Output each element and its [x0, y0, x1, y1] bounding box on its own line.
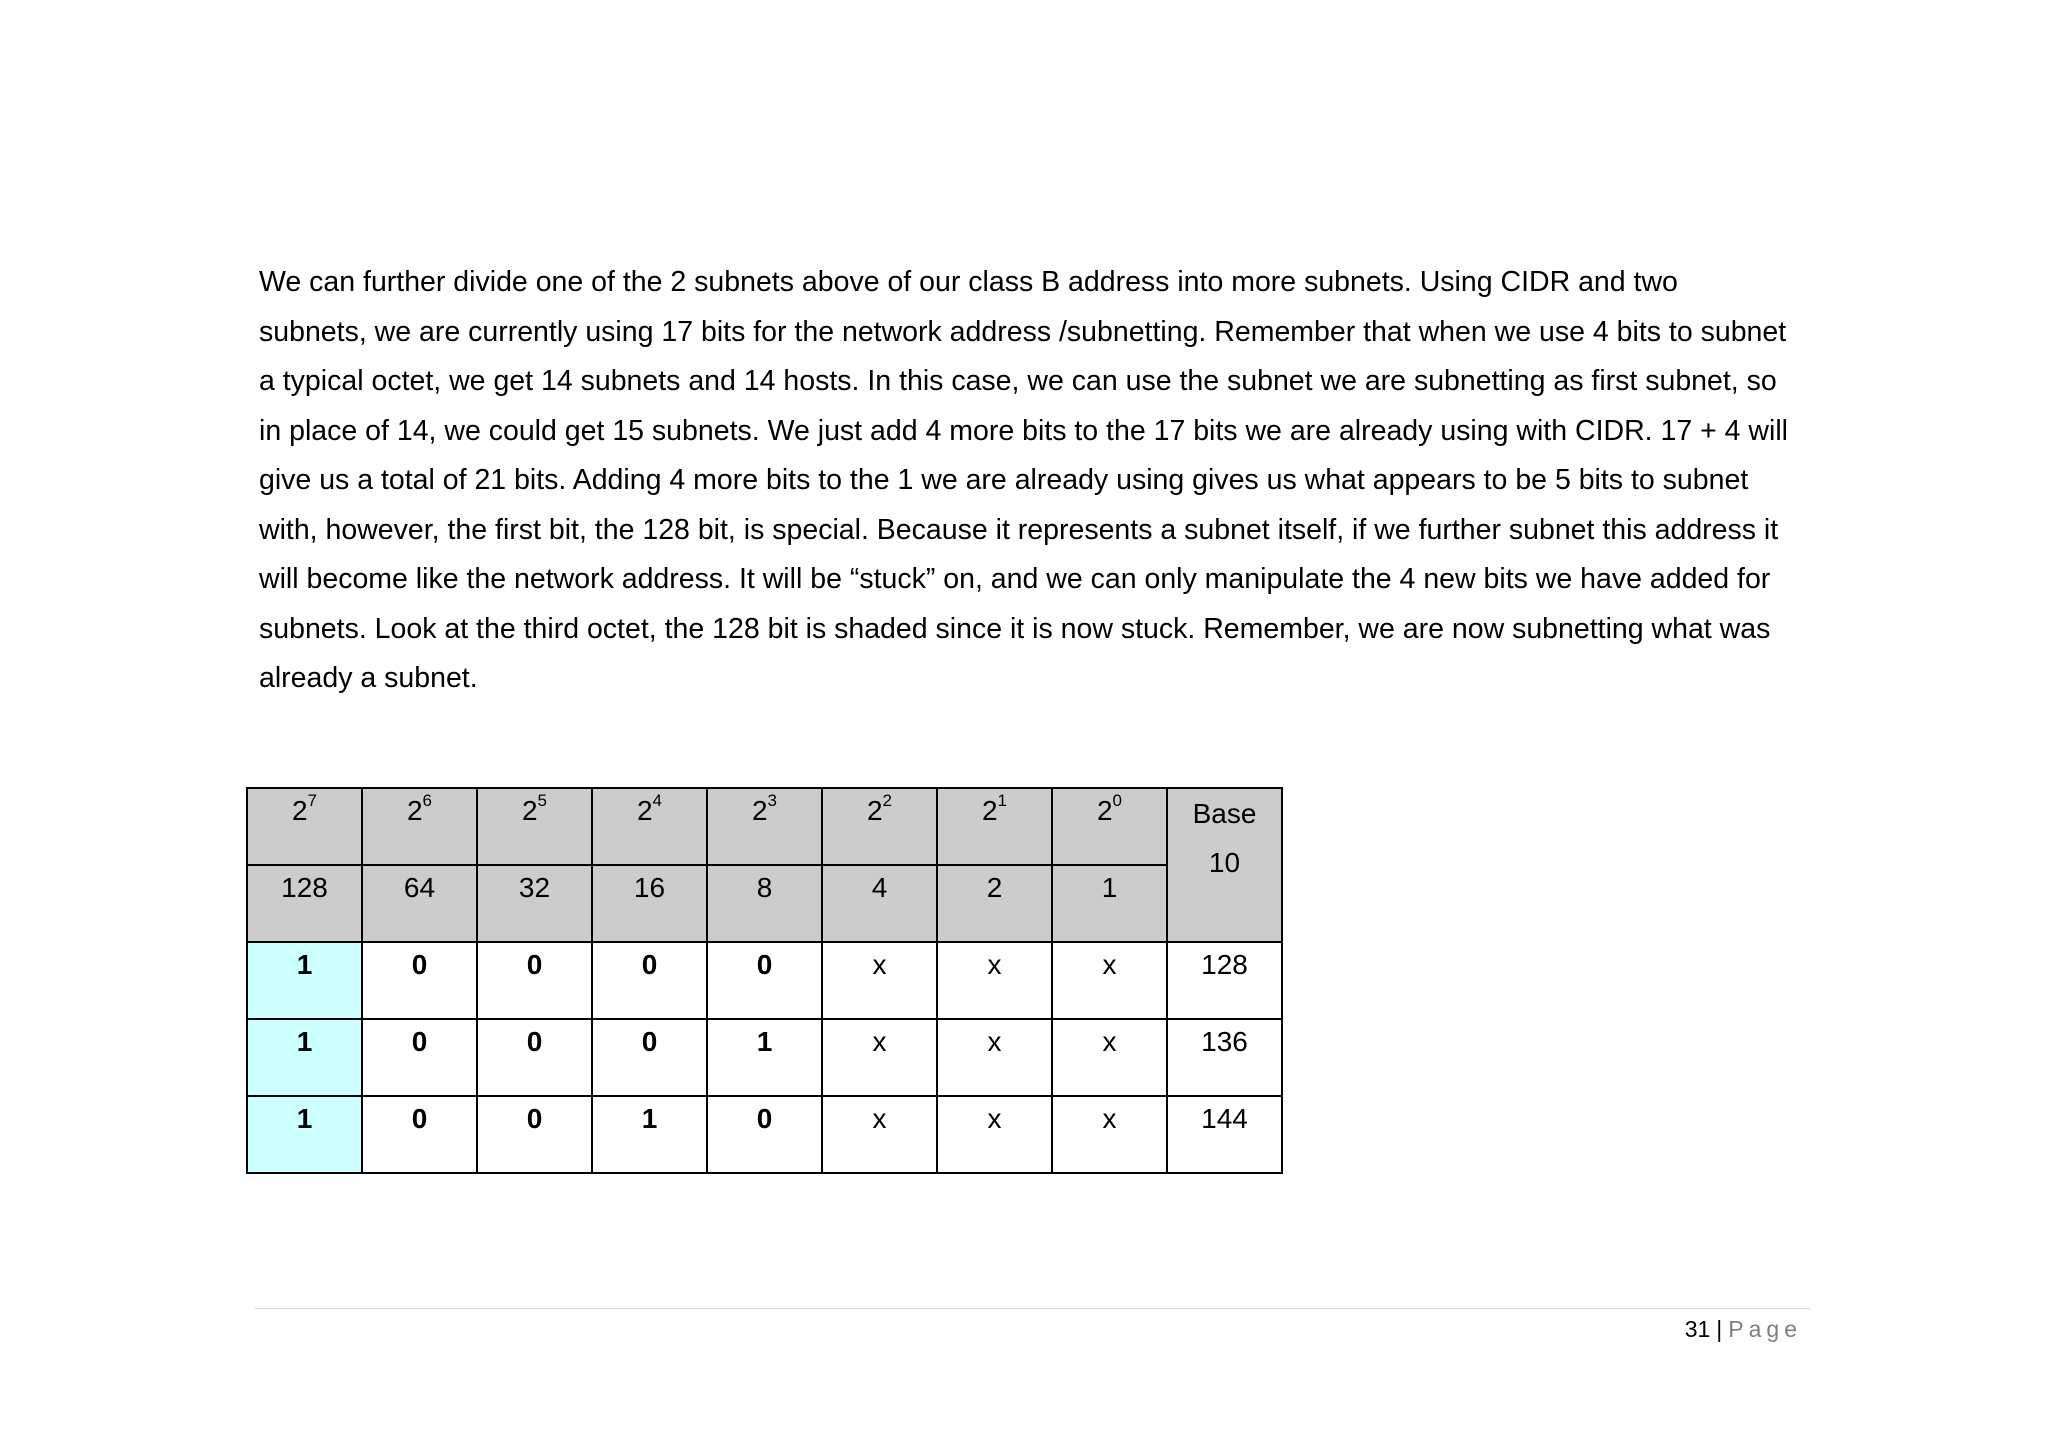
footer-divider: [255, 1308, 1811, 1309]
bit-cell: 0: [477, 1019, 592, 1096]
paragraph-line: in place of 14, we could get 15 subnets. We just add 4 more bits to the 17 bits we are already using with CIDR. 17 + 4 will: [259, 414, 1789, 447]
base10-cell: 136: [1167, 1019, 1282, 1096]
power-cell: $2^0$: [1052, 788, 1167, 865]
stuck-bit-cell: 1: [247, 1019, 362, 1096]
value-cell: 2: [937, 865, 1052, 942]
host-bit-cell: x: [1052, 1096, 1167, 1173]
host-bit-cell: x: [937, 942, 1052, 1019]
bit-cell: 0: [477, 942, 592, 1019]
page-label: Page: [1728, 1316, 1802, 1342]
value-cell: 8: [707, 865, 822, 942]
paragraph-line: a typical octet, we get 14 subnets and 14 hosts. In this case, we can use the subnet we are subnetting as first subnet, so: [259, 365, 1777, 397]
bit-cell: 0: [477, 1096, 592, 1173]
power-cell: $2^3$: [707, 788, 822, 865]
stuck-bit-cell: 1: [247, 1096, 362, 1173]
bit-cell: 0: [592, 1019, 707, 1096]
paragraph-line: We can further divide one of the 2 subnets above of our class B address into more subnets. Using CIDR and two: [259, 266, 1678, 298]
bit-cell: 1: [592, 1096, 707, 1173]
stuck-bit-cell: 1: [247, 942, 362, 1019]
host-bit-cell: x: [822, 1019, 937, 1096]
host-bit-cell: x: [937, 1019, 1052, 1096]
host-bit-cell: x: [937, 1096, 1052, 1173]
page-footer: [1685, 1316, 1802, 1343]
page-number: 31: [1684, 1316, 1711, 1342]
value-cell: 1: [1052, 865, 1167, 942]
power-cell: $2^1$: [937, 788, 1052, 865]
paragraph-line: subnets. Look at the third octet, the 128 bit is shaded since it is now stuck. Remember, we are now subnetting what was: [259, 612, 1771, 645]
table-row: [247, 1019, 1282, 1096]
value-cell: 32: [477, 865, 592, 942]
bit-cell: 0: [362, 1096, 477, 1173]
bit-cell: 0: [362, 942, 477, 1019]
base10-cell: 144: [1167, 1096, 1282, 1173]
body-paragraph: [259, 258, 1819, 704]
bit-cell: 0: [707, 942, 822, 1019]
power-cell: $2^5$: [477, 788, 592, 865]
host-bit-cell: x: [822, 942, 937, 1019]
host-bit-cell: x: [1052, 942, 1167, 1019]
value-cell: 16: [592, 865, 707, 942]
power-cell: $2^4$: [592, 788, 707, 865]
paragraph-line: with, however, the first bit, the 128 bit, is special. Because it represents a subnet itself, if we further subnet this address it: [259, 513, 1779, 546]
footer-separator: |: [1716, 1316, 1723, 1342]
bit-cell: 0: [592, 942, 707, 1019]
paragraph-line: subnets, we are currently using 17 bits for the network address /subnetting. Remember that when we use 4 bits to subnet: [259, 315, 1787, 348]
paragraph-line: will become like the network address. It will be “stuck” on, and we can only manipulate the 4 new bits we have added for: [259, 563, 1771, 595]
host-bit-cell: x: [1052, 1019, 1167, 1096]
base10-header: Base 10: [1167, 788, 1282, 942]
powers-row: [247, 788, 1282, 865]
power-cell: $2^6$: [362, 788, 477, 865]
value-cell: 128: [247, 865, 362, 942]
power-cell: $2^7$: [247, 788, 362, 865]
value-cell: 64: [362, 865, 477, 942]
bit-cell: 0: [707, 1096, 822, 1173]
base10-cell: 128: [1167, 942, 1282, 1019]
subnet-bits-table: [246, 787, 1283, 1174]
table-row: [247, 942, 1282, 1019]
host-bit-cell: x: [822, 1096, 937, 1173]
value-cell: 4: [822, 865, 937, 942]
values-row: [247, 865, 1282, 942]
bit-cell: 0: [362, 1019, 477, 1096]
table-row: [247, 1096, 1282, 1173]
paragraph-line: already a subnet.: [259, 662, 478, 694]
bit-cell: 1: [707, 1019, 822, 1096]
power-cell: $2^2$: [822, 788, 937, 865]
paragraph-line: give us a total of 21 bits. Adding 4 more bits to the 1 we are already using gives us what appears to be 5 bits to subnet: [259, 464, 1749, 496]
